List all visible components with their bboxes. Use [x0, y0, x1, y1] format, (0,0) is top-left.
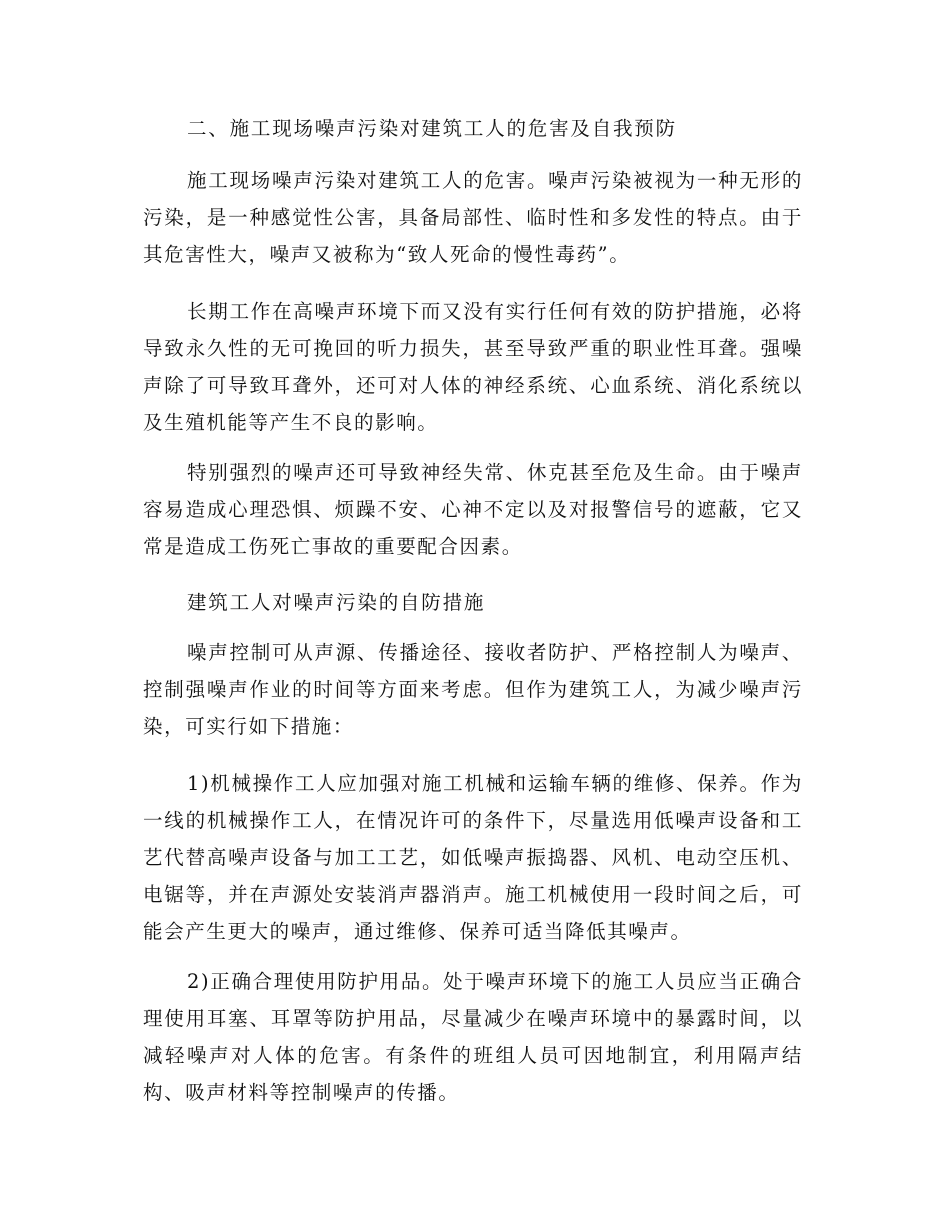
paragraph-noise-harm: 施工现场噪声污染对建筑工人的危害。噪声污染被视为一种无形的污染，是一种感觉性公害，具备局部性、临时性和多发性的特点。由于其危害性大，噪声又被称为“致人死命的慢性毒药”。	[143, 169, 803, 266]
subheading-self-protection: 建筑工人对噪声污染的自防措施	[187, 591, 486, 614]
paragraph-severe-effects: 特别强烈的噪声还可导致神经失常、休克甚至危及生命。由于噪声容易造成心理恐惧、烦躁不安、心神不定以及对报警信号的遮蔽，它又常是造成工伤死亡事故的重要配合因素。	[143, 461, 803, 558]
measure-item-2: 2)正确合理使用防护用品。处于噪声环境下的施工人员应当正确合理使用耳塞、耳罩等防护用品，尽量减少在噪声环境中的暴露时间，以减轻噪声对人体的危害。有条件的班组人员可因地制宜，利用隔声结构、吸声材料等控制噪声的传播。	[143, 970, 803, 1104]
section-heading: 二、施工现场噪声污染对建筑工人的危害及自我预防	[187, 117, 677, 140]
paragraph-long-term-exposure: 长期工作在高噪声环境下而又没有实行任何有效的防护措施，必将导致永久性的无可挽回的听力损失，甚至导致严重的职业性耳聋。强噪声除了可导致耳聋外，还可对人体的神经系统、心血系统、消化系统以及生殖机能等产生不良的影响。	[143, 300, 803, 434]
measure-item-1: 1)机械操作工人应加强对施工机械和运输车辆的维修、保养。作为一线的机械操作工人，在情况许可的条件下，尽量选用低噪声设备和工艺代替高噪声设备与加工工艺，如低噪声振捣器、风机、电动空压机、电锯等，并在声源处安装消声器消声。施工机械使用一段时间之后，可能会产生更大的噪声，通过维修、保养可适当降低其噪声。	[143, 772, 803, 943]
paragraph-noise-control-intro: 噪声控制可从声源、传播途径、接收者防护、严格控制人为噪声、控制强噪声作业的时间等方面来考虑。但作为建筑工人，为减少噪声污染，可实行如下措施：	[143, 641, 803, 738]
